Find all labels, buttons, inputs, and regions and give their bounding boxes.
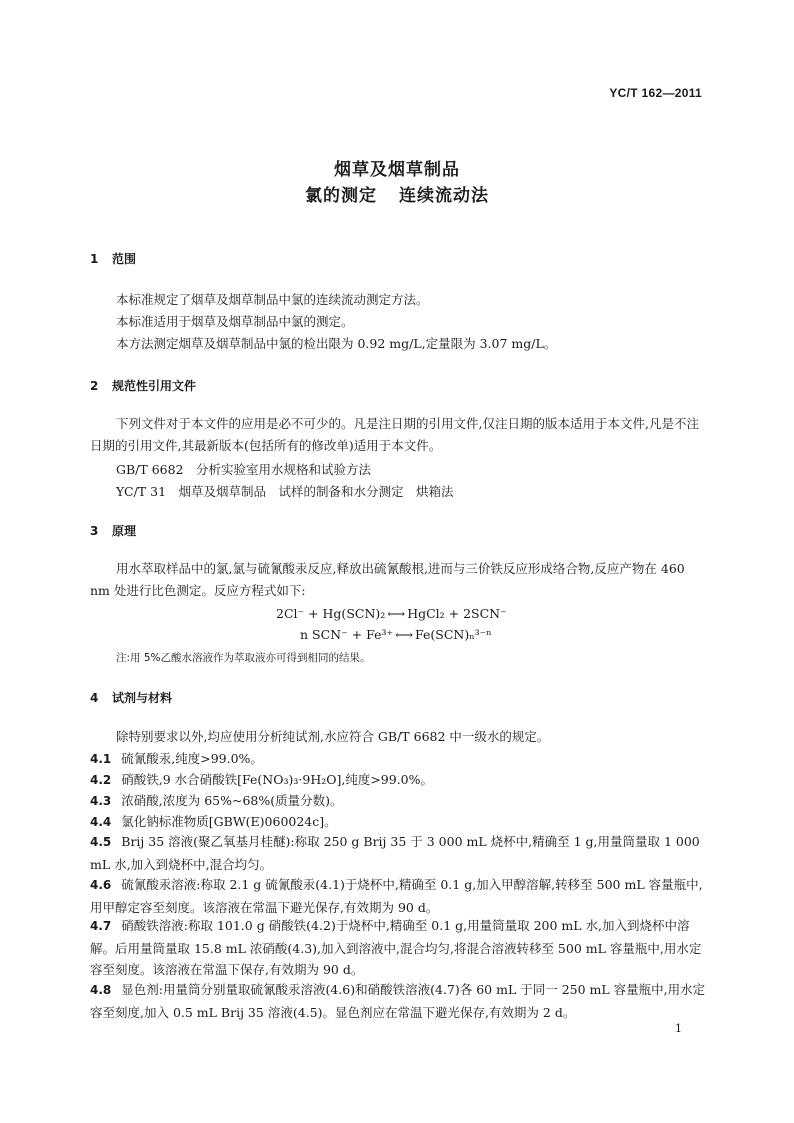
- reagent-item: 4.6 硫氰酸汞溶液:称取 2.1 g 硫氰酸汞(4.1)于烧杯中,精确至 0.1 g,加入甲醇溶解,转移至 500 mL 容量瓶中,用甲醇定容至刻度。该溶液在常温下避光保存,有效期为 90 d。: [90, 877, 703, 915]
- section-3-heading: 3 原理: [90, 524, 137, 538]
- doc-title-part-a: 氯的测定: [305, 186, 377, 206]
- reagent-item: 4.4 氯化钠标准物质[GBW(E)060024c]。: [90, 814, 337, 829]
- reagent-item: 4.8 显色剂:用量筒分别量取硫氰酸汞溶液(4.6)和硝酸铁溶液(4.7)各 60 mL 于同一 250 mL 容量瓶中,用水定容至刻度,加入 0.5 mL Brij 35 溶液(4.5)。显色剂应在常温下避光保存,有效期为 2 d。: [90, 982, 706, 1020]
- doc-title-line2: [0, 181, 794, 206]
- equilibrium-arrow-icon: ⟷: [387, 606, 406, 621]
- doc-title-part-b: 连续流动法: [399, 186, 489, 206]
- equation-2: n SCN⁻ + Fe³⁺ ⟷ Fe(SCN)ₙ³⁻ⁿ: [300, 627, 492, 642]
- normative-ref-2: YC/T 31 烟草及烟草制品 试样的制备和水分测定 烘箱法: [116, 484, 454, 499]
- section-1-heading: 1 范围: [90, 252, 137, 266]
- section-1-para-1: 本标准规定了烟草及烟草制品中氯的连续流动测定方法。: [116, 292, 429, 307]
- section-2-para-1: 下列文件对于本文件的应用是必不可少的。凡是注日期的引用文件,仅注日期的版本适用于本文件,凡是不注日期的引用文件,其最新版本(包括所有的修改单)适用于本文件。: [90, 416, 699, 453]
- section-1-para-3: 本方法测定烟草及烟草制品中氯的检出限为 0.92 mg/L,定量限为 3.07 mg/L。: [116, 336, 557, 351]
- section-4-para-1: 除特别要求以外,均应使用分析纯试剂,水应符合 GB/T 6682 中一级水的规定。: [116, 729, 550, 744]
- reagent-item: 4.2 硝酸铁,9 水合硝酸铁[Fe(NO₃)₃·9H₂O],纯度>99.0%。: [90, 772, 434, 787]
- reagent-item: 4.1 硫氰酸汞,纯度>99.0%。: [90, 751, 263, 766]
- page-number: 1: [675, 1022, 682, 1035]
- section-1-para-2: 本标准适用于烟草及烟草制品中氯的测定。: [116, 314, 354, 329]
- standard-code: YC/T 162—2011: [609, 86, 702, 100]
- reagent-item: 4.7 硝酸铁溶液:称取 101.0 g 硝酸铁(4.2)于烧杯中,精确至 0.1 g,用量筒量取 200 mL 水,加入到烧杯中溶解。后用量筒量取 15.8 mL 浓硝酸(4.3),加入到溶液中,混合均匀,将混合溶液转移至 500 mL 容量瓶中,用水定容至刻度。该溶液在常温下保存,有效期为 90 d。: [90, 918, 702, 977]
- reagent-item: 4.5 Brij 35 溶液(聚乙氧基月桂醚):称取 250 g Brij 35 于 3 000 mL 烧杯中,精确至 1 g,用量筒量取 1 000 mL 水,加入到烧杯中,混合均匀。: [90, 834, 700, 872]
- section-4-heading: 4 试剂与材料: [90, 691, 173, 705]
- equation-1: 2Cl⁻ + Hg(SCN)₂ ⟷ HgCl₂ + 2SCN⁻: [276, 606, 507, 621]
- reagent-item: 4.3 浓硝酸,浓度为 65%~68%(质量分数)。: [90, 793, 343, 808]
- section-2-heading: 2 规范性引用文件: [90, 379, 197, 393]
- normative-ref-1: GB/T 6682 分析实验室用水规格和试验方法: [116, 462, 372, 477]
- section-3-para-1: 用水萃取样品中的氯,氯与硫氰酸汞反应,释放出硫氰酸根,进而与三价铁反应形成络合物,反应产物在 460 nm 处进行比色测定。反应方程式如下:: [90, 561, 685, 598]
- section-3-note: 注:用 5%乙酸水溶液作为萃取液亦可得到相同的结果。: [116, 652, 371, 664]
- equilibrium-arrow-icon: ⟷: [395, 627, 414, 642]
- doc-title-line1: 烟草及烟草制品: [334, 160, 460, 180]
